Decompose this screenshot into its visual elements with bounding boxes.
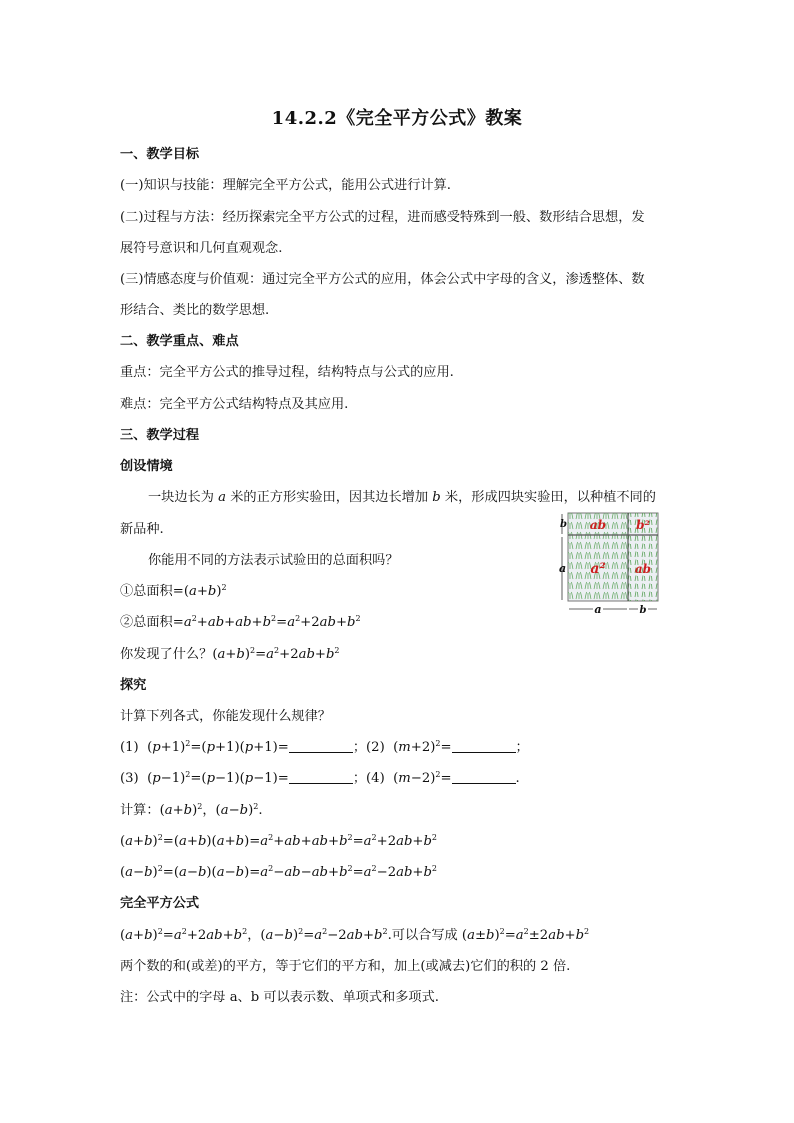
exercise-row-1: (1) $(p+1)^2=(p+1)(p+1)=$ ；(2) $(m+2)^2=$ ； — [120, 739, 529, 755]
label-ab-right: ab — [634, 562, 652, 576]
exercise-row-2: (3) $(p-1)^2=(p-1)(p-1)=$ ；(4) $(m-2)^2=$ . — [120, 770, 520, 786]
answer-blank-4[interactable] — [452, 771, 516, 784]
calc-diff-square: $(a-b)^2=(a-b)(a-b)=a^2-ab-ab+b^2=a^2-2ab+b^2$ — [120, 864, 438, 880]
answer-blank-2[interactable] — [452, 740, 516, 753]
area-model-figure — [556, 510, 664, 618]
objective-process-line1: (二)过程与方法：经历探索完全平方公式的过程，进而感受特殊到一般、数形结合思想，发 — [120, 210, 645, 225]
side-label-a-bottom: a — [594, 603, 602, 616]
key-point: 重点：完全平方公式的推导过程，结构特点与公式的应用. — [120, 365, 454, 380]
scene-paragraph-line2: 新品种. — [120, 522, 164, 537]
side-label-a-left: a — [559, 562, 567, 575]
section-heading-keypoints: 二、教学重点、难点 — [120, 334, 239, 349]
label-b-squared: b² — [636, 518, 650, 532]
answer-blank-1[interactable] — [289, 740, 353, 753]
difficult-point: 难点：完全平方公式结构特点及其应用. — [120, 397, 349, 412]
section-heading-process: 三、教学过程 — [120, 428, 200, 443]
formula-statement: $(a+b)^2=a^2+2ab+b^2$，$(a-b)^2=a^2-2ab+b^2$.可以合写成 $(a\pm b)^2=a^2\pm 2ab+b^2$ — [120, 927, 590, 943]
scene-question: 你能用不同的方法表示试验田的总面积吗？ — [148, 553, 399, 568]
formula-note: 注：公式中的字母 a、b 可以表示数、单项式和多项式. — [120, 990, 440, 1005]
calc-prompt: 计算：$(a+b)^2$，$(a-b)^2$. — [120, 802, 263, 818]
side-label-b-left: b — [560, 519, 567, 530]
objective-process-line2: 展符号意识和几何直观观念. — [120, 241, 283, 256]
section-heading-objectives: 一、教学目标 — [120, 147, 200, 162]
scene-paragraph-line1: 一块边长为 a 米的正方形实验田，因其边长增加 b 米，形成四块实验田，以种植不同的 — [148, 490, 656, 505]
answer-blank-3[interactable] — [289, 771, 353, 784]
objective-attitude-line1: (三)情感态度与价值观：通过完全平方公式的应用，体会公式中字母的含义，渗透整体、数 — [120, 272, 645, 287]
explore-question: 计算下列各式，你能发现什么规律？ — [120, 709, 331, 724]
label-ab-top: ab — [589, 518, 607, 532]
area-method-2: ②总面积$=a^2+ab+ab+b^2=a^2+2ab+b^2$ — [120, 614, 361, 630]
side-label-b-bottom: b — [639, 605, 647, 616]
subheading-explore: 探究 — [120, 678, 147, 693]
subheading-formula: 完全平方公式 — [120, 896, 200, 911]
objective-attitude-line2: 形结合、类比的数学思想. — [120, 303, 270, 318]
discovery-line: 你发现了什么？$(a+b)^2=a^2+2ab+b^2$ — [120, 646, 340, 662]
label-a-squared: a² — [590, 561, 606, 577]
objective-knowledge: (一)知识与技能：理解完全平方公式，能用公式进行计算. — [120, 178, 451, 193]
formula-words: 两个数的和(或差)的平方，等于它们的平方和，加上(或减去)它们的积的 2 倍. — [120, 959, 571, 974]
subheading-scene: 创设情境 — [120, 459, 173, 474]
calc-sum-square: $(a+b)^2=(a+b)(a+b)=a^2+ab+ab+b^2=a^2+2ab+b^2$ — [120, 833, 438, 849]
page-title: 14.2.2《完全平方公式》教案 — [271, 108, 523, 129]
area-method-1: ①总面积$=(a+b)^2$ — [120, 583, 227, 599]
